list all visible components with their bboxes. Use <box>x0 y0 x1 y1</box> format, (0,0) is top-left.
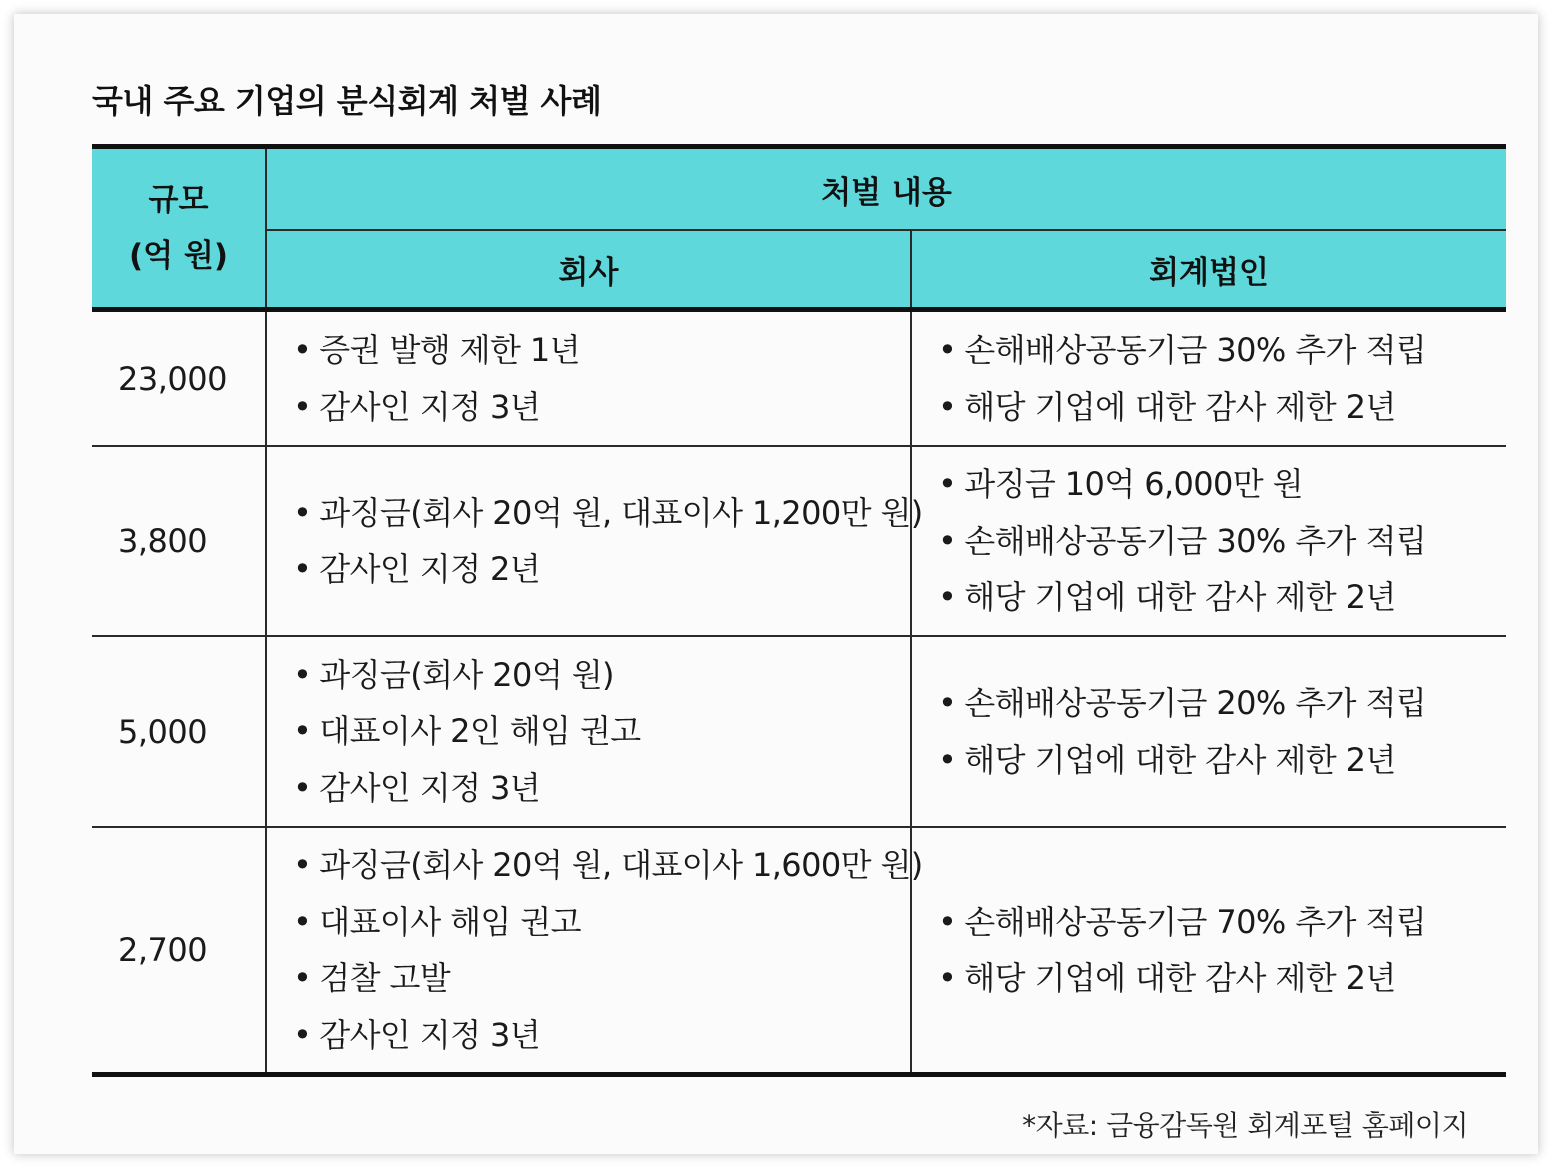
header-penalty-group: 처벌 내용 <box>266 147 1506 231</box>
header-company: 회사 <box>266 230 911 310</box>
scale-cell: 5,000 <box>92 636 266 827</box>
firm-penalty-cell <box>911 446 1506 636</box>
scale-cell: 2,700 <box>92 827 266 1075</box>
header-scale <box>92 147 266 310</box>
firm-penalty-cell <box>911 636 1506 827</box>
list-item: • 손해배상공동기금 30% 추가 적립 <box>938 513 1506 570</box>
company-penalty-cell <box>266 310 911 447</box>
list-item: • 손해배상공동기금 30% 추가 적립 <box>938 322 1506 379</box>
company-penalty-cell <box>266 827 923 1075</box>
firm-penalty-cell <box>911 827 1506 1075</box>
table-title: 국내 주요 기업의 분식회계 처벌 사례 <box>92 82 602 120</box>
list-item: • 해당 기업에 대한 감사 제한 2년 <box>938 379 1506 436</box>
header-scale-line2: (억 원) <box>128 238 229 274</box>
header-accounting-firm: 회계법인 <box>911 230 1506 310</box>
list-item: • 과징금(회사 20억 원) <box>293 647 910 704</box>
list-item: • 검찰 고발 <box>293 950 910 1007</box>
source-note: *자료: 금융감독원 회계포털 홈페이지 <box>1022 1109 1468 1142</box>
table-row <box>92 636 1506 827</box>
list-item: • 감사인 지정 3년 <box>293 760 910 817</box>
list-item: • 손해배상공동기금 20% 추가 적립 <box>938 675 1506 732</box>
table-row <box>92 446 1506 636</box>
penalty-table <box>92 144 1506 1077</box>
list-item: • 대표이사 2인 해임 권고 <box>293 703 910 760</box>
header-scale-line1: 규모 <box>148 182 209 218</box>
list-item: • 해당 기업에 대한 감사 제한 2년 <box>938 950 1506 1007</box>
table-row <box>92 827 1506 1075</box>
list-item: • 해당 기업에 대한 감사 제한 2년 <box>938 569 1506 626</box>
table-header <box>92 147 1506 310</box>
company-penalty-cell <box>266 446 923 636</box>
list-item: • 손해배상공동기금 70% 추가 적립 <box>938 894 1506 951</box>
list-item: • 증권 발행 제한 1년 <box>293 322 910 379</box>
list-item: • 과징금(회사 20억 원, 대표이사 1,600만 원) <box>293 837 910 894</box>
list-item: • 대표이사 해임 권고 <box>293 894 910 951</box>
table-row <box>92 310 1506 447</box>
list-item: • 감사인 지정 2년 <box>293 541 910 598</box>
scale-cell: 23,000 <box>92 310 266 447</box>
list-item: • 감사인 지정 3년 <box>293 1007 910 1064</box>
company-penalty-cell <box>266 636 911 827</box>
scale-cell: 3,800 <box>92 446 266 636</box>
list-item: • 과징금(회사 20억 원, 대표이사 1,200만 원) <box>293 485 910 542</box>
list-item: • 감사인 지정 3년 <box>293 379 910 436</box>
list-item: • 해당 기업에 대한 감사 제한 2년 <box>938 732 1506 789</box>
list-item: • 과징금 10억 6,000만 원 <box>938 456 1506 513</box>
firm-penalty-cell <box>911 310 1506 447</box>
document-page <box>14 14 1538 1154</box>
